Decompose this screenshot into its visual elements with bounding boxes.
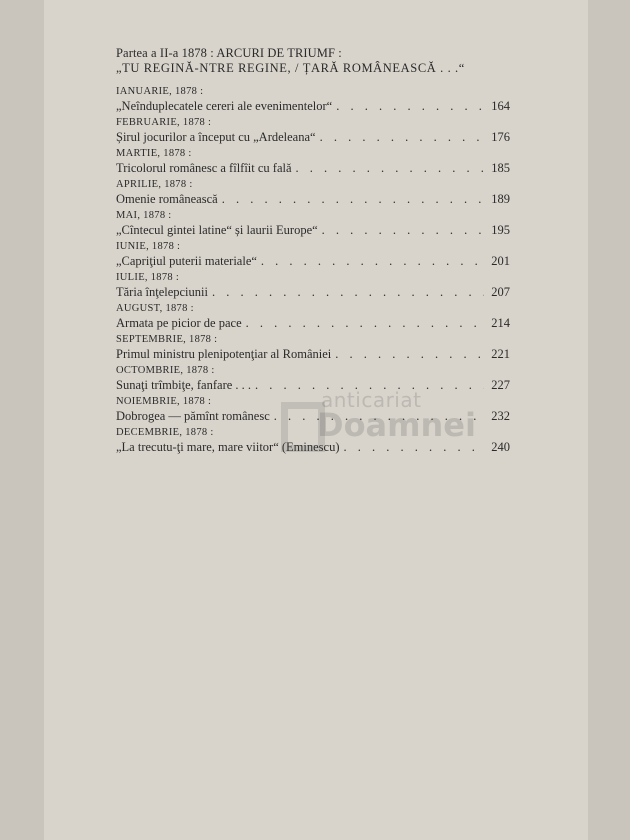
toc-dot-leader: [212, 285, 484, 299]
toc-dot-leader: [261, 254, 484, 268]
toc-dot-leader: [274, 409, 484, 423]
toc-page-number: 189: [491, 192, 510, 206]
toc-entry-title: „La trecutu-ţi mare, mare viitor“ (Eminescu): [116, 440, 340, 454]
toc-entry: [116, 254, 510, 268]
book-page: [44, 0, 588, 840]
toc-month-heading: OCTOMBRIE, 1878 :: [116, 365, 215, 376]
toc-entry: [116, 161, 510, 175]
toc-page-number: 164: [491, 99, 510, 113]
toc-entry-title: Șirul jocurilor a început cu „Ardeleana“: [116, 130, 316, 144]
toc-dot-leader: [246, 316, 484, 330]
toc-page-number: 214: [491, 316, 510, 330]
toc-month-heading: APRILIE, 1878 :: [116, 179, 193, 190]
toc-entry: [116, 347, 510, 361]
toc-dot-leader: [336, 99, 484, 113]
toc-page-number: 240: [491, 440, 510, 454]
toc-dot-leader: [296, 161, 484, 175]
watermark-main-text: Doamnei: [317, 406, 476, 444]
toc-entry-title: Tricolorul românesc a fîlfîit cu falǎ: [116, 161, 292, 175]
toc-list: [116, 86, 510, 454]
toc-entry: [116, 285, 510, 299]
toc-entry: [116, 130, 510, 144]
toc-dot-leader: [255, 378, 484, 392]
toc-page-number: 207: [491, 285, 510, 299]
toc-entry-title: „Neînduplecatele cereri ale evenimentelor“: [116, 99, 333, 113]
toc-entry-title: Primul ministru plenipotenţiar al României: [116, 347, 332, 361]
toc-entry: [116, 440, 510, 454]
toc-month-heading: MAI, 1878 :: [116, 210, 172, 221]
toc-page-number: 195: [491, 223, 510, 237]
toc-month-heading: NOIEMBRIE, 1878 :: [116, 396, 212, 407]
toc-entry: [116, 192, 510, 206]
toc-month-heading: AUGUST, 1878 :: [116, 303, 194, 314]
toc-entry: [116, 223, 510, 237]
toc-dot-leader: [222, 192, 484, 206]
toc-month-heading: MARTIE, 1878 :: [116, 148, 192, 159]
toc-month-heading: SEPTEMBRIE, 1878 :: [116, 334, 218, 345]
watermark-top-text: anticariat: [321, 388, 422, 412]
part-heading: [116, 46, 510, 76]
toc-month-heading: DECEMBRIE, 1878 :: [116, 427, 214, 438]
toc-dot-leader: [322, 223, 484, 237]
toc-page-number: 176: [491, 130, 510, 144]
toc-entry-title: „Capriţiul puterii materiale“: [116, 254, 257, 268]
toc-entry-title: Armata pe picior de pace: [116, 316, 242, 330]
toc-page-number: 221: [491, 347, 510, 361]
table-of-contents: [116, 46, 510, 454]
toc-page-number: 185: [491, 161, 510, 175]
toc-entry: [116, 99, 510, 113]
toc-month-heading: IANUARIE, 1878 :: [116, 86, 204, 97]
toc-entry: [116, 409, 510, 423]
part-heading-line-2: „TU REGINĂ-NTRE REGINE, / ȚARĂ ROMÂNEASCĂ . . .“: [116, 61, 465, 75]
toc-dot-leader: [320, 130, 484, 144]
toc-page-number: 227: [491, 378, 510, 392]
toc-page-number: 232: [491, 409, 510, 423]
toc-entry: [116, 378, 510, 392]
toc-dot-leader: [344, 440, 484, 454]
toc-dot-leader: [335, 347, 484, 361]
toc-entry-title: Dobrogea — pămînt românesc: [116, 409, 270, 423]
toc-entry-title: „Cîntecul gintei latine“ și laurii Europe“: [116, 223, 318, 237]
toc-entry-title: Sunaţi trîmbiţe, fanfare . . .: [116, 378, 252, 392]
toc-entry-title: Omenie românească: [116, 192, 218, 206]
toc-entry-title: Tăria înţelepciunii: [116, 285, 208, 299]
part-heading-line-1: Partea a II-a 1878 : ARCURI DE TRIUMF :: [116, 46, 342, 60]
toc-page-number: 201: [491, 254, 510, 268]
toc-month-heading: IUNIE, 1878 :: [116, 241, 181, 252]
toc-month-heading: FEBRUARIE, 1878 :: [116, 117, 212, 128]
toc-month-heading: IULIE, 1878 :: [116, 272, 180, 283]
toc-entry: [116, 316, 510, 330]
